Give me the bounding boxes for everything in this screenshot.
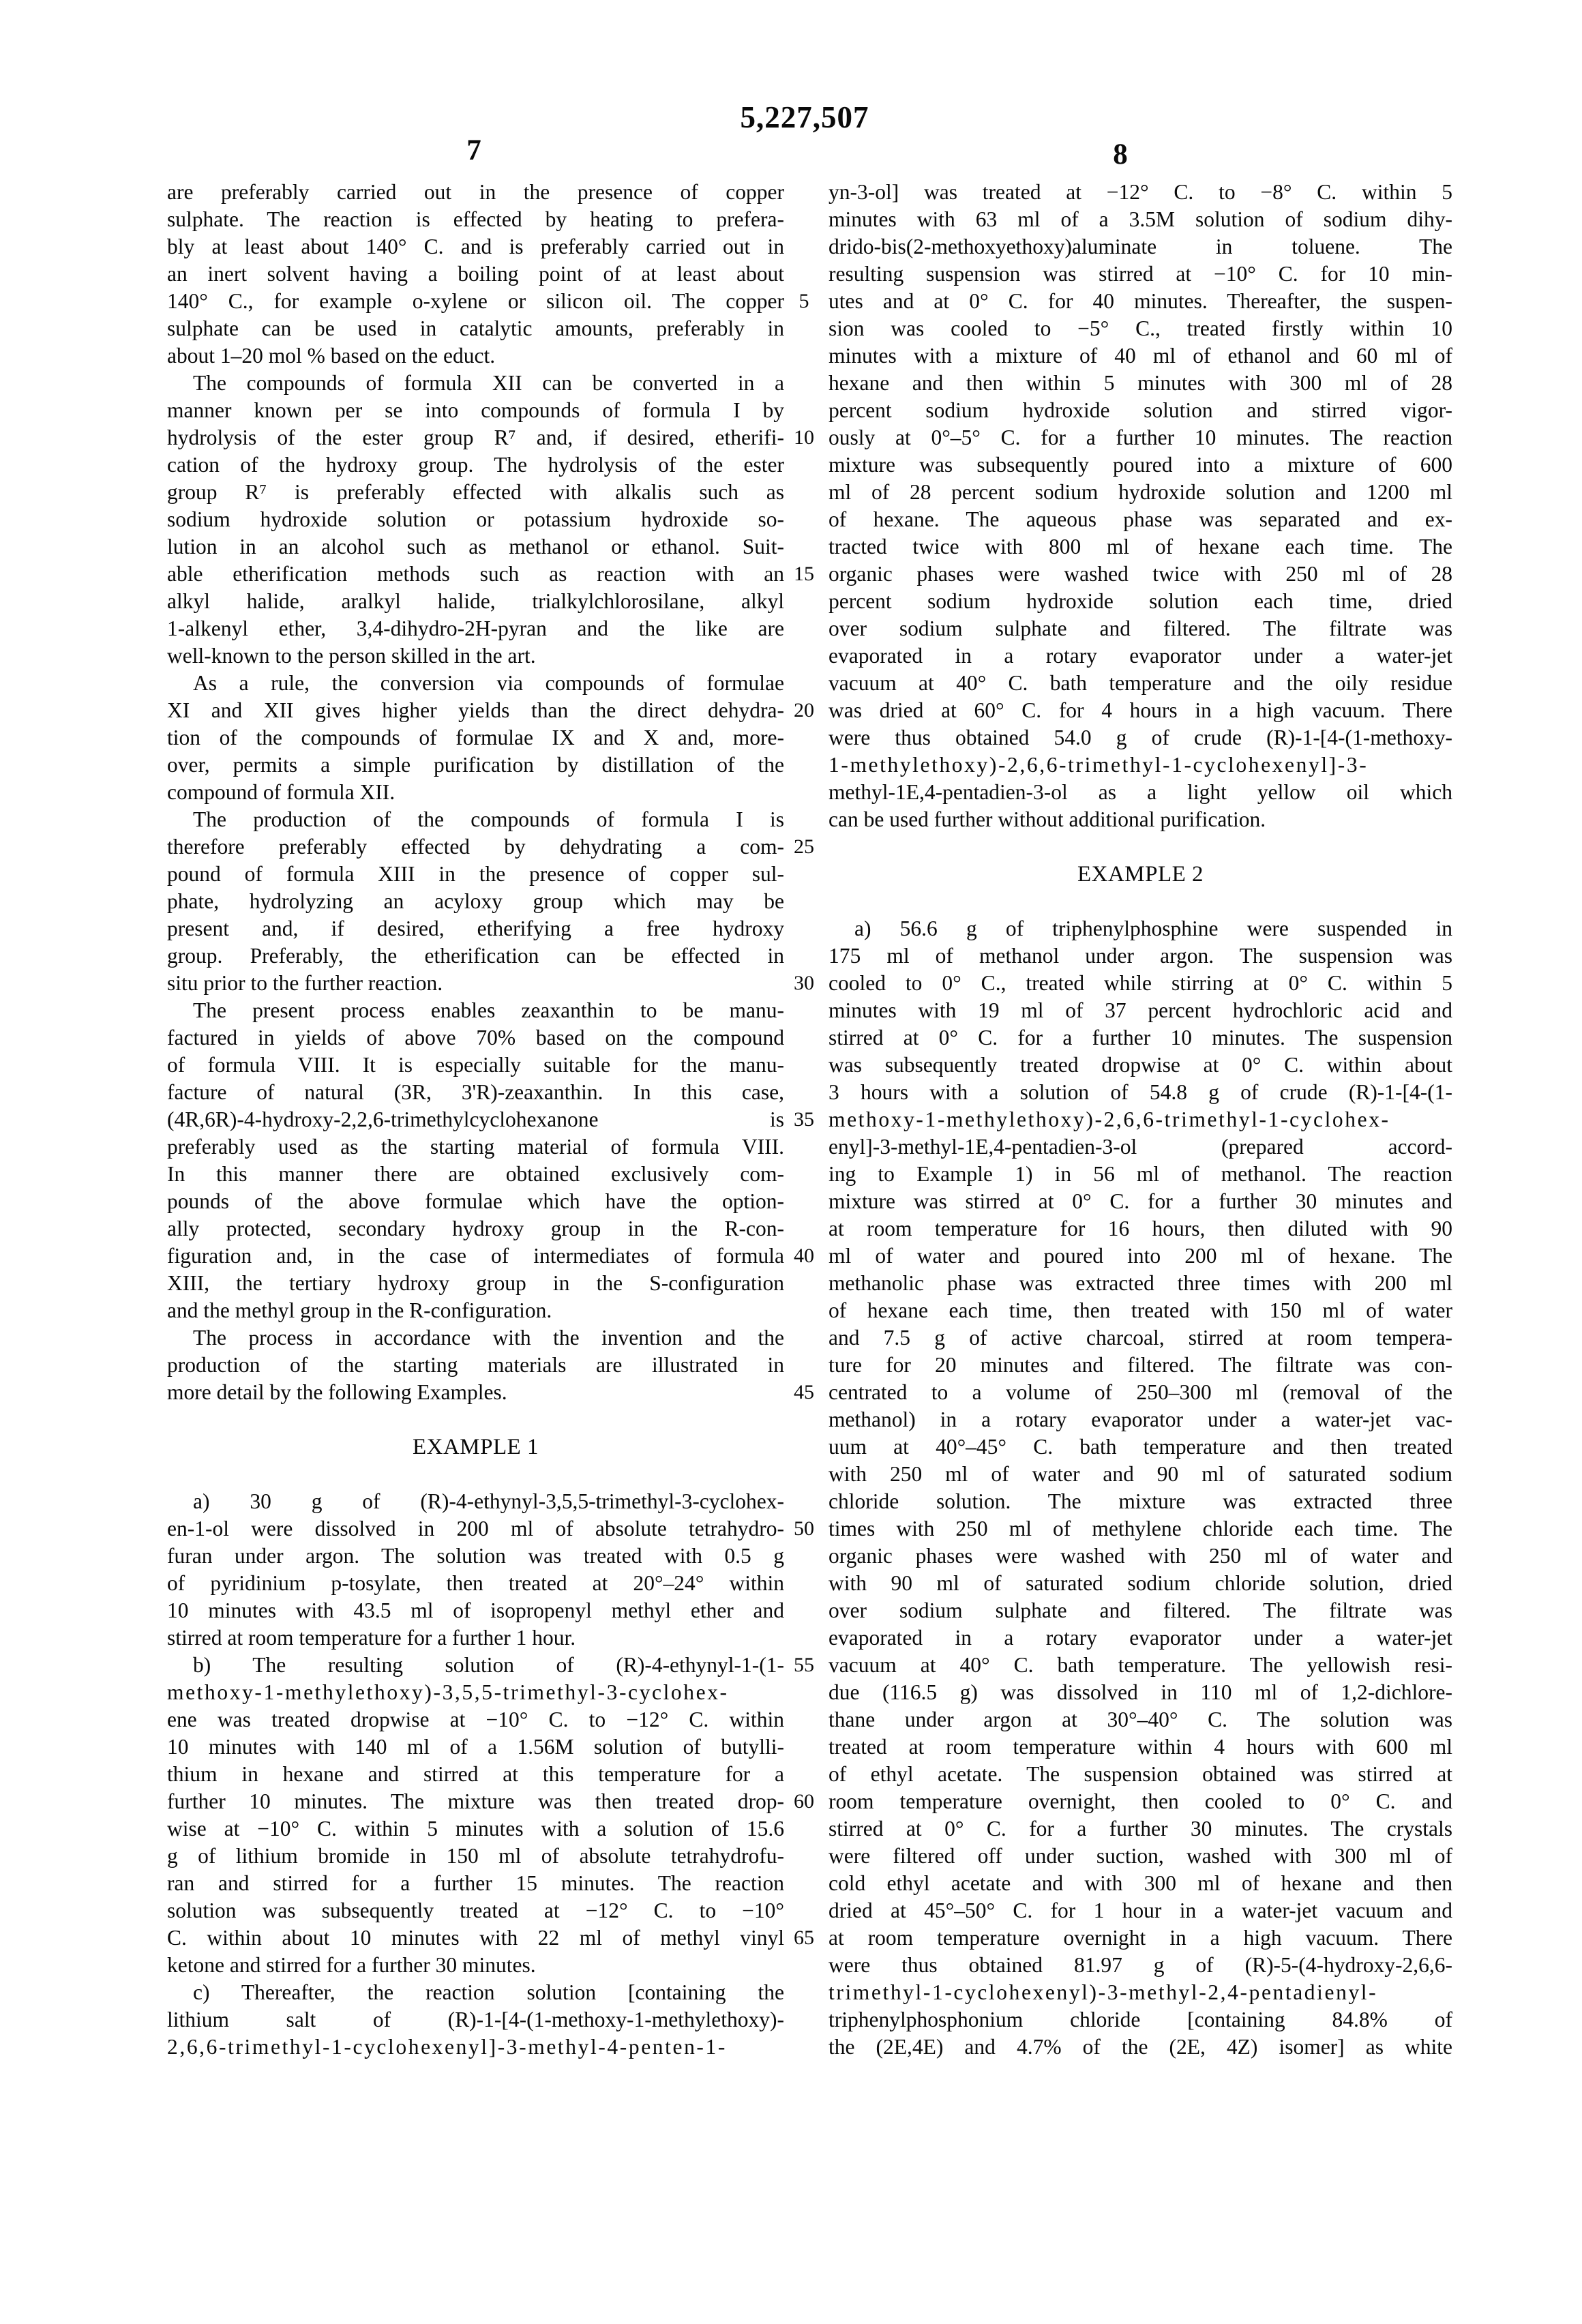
text-line: wise at −10° C. within 5 minutes with a solution of 15.6 <box>167 1817 784 1841</box>
gutter-line-number: 45 <box>794 1381 814 1403</box>
text-line: ketone and stirred for a further 30 minutes. <box>167 1953 536 1977</box>
text-line: 2,6,6-trimethyl-1-cyclohexenyl]-3-methyl-4-penten-1- <box>167 2035 727 2059</box>
text-line: 3 hours with a solution of 54.8 g of crude (R)-1-[4-(1- <box>829 1080 1452 1104</box>
text-line: of formula VIII. It is especially suitable for the manu- <box>167 1053 784 1077</box>
text-line: the (2E,4E) and 4.7% of the (2E, 4Z) isomer] as white <box>829 2035 1452 2059</box>
text-line: treated at room temperature within 4 hours with 600 ml <box>829 1735 1452 1759</box>
text-line: situ prior to the further reaction. <box>167 971 443 995</box>
gutter-line-number: 5 <box>799 290 809 312</box>
text-line: 140° C., for example o-xylene or silicon oil. The copper <box>167 289 784 313</box>
text-line: able etherification methods such as reaction with an <box>167 562 784 586</box>
text-line: facture of natural (3R, 3'R)-zeaxanthin. In this case, <box>167 1080 784 1104</box>
text-line: thium in hexane and stirred at this temperature for a <box>167 1762 784 1786</box>
patent-number: 5,227,507 <box>740 100 869 134</box>
text-line: further 10 minutes. The mixture was then treated drop- <box>167 1789 784 1813</box>
gutter-line-number: 15 <box>794 563 814 585</box>
text-line: organic phases were washed twice with 250 ml of 28 <box>829 562 1452 586</box>
text-line: ously at 0°–5° C. for a further 10 minutes. The reaction <box>829 426 1452 449</box>
text-line: stirred at room temperature for a further 1 hour. <box>167 1626 576 1650</box>
text-line: at room temperature overnight in a high vacuum. There <box>829 1926 1452 1950</box>
text-line: factured in yields of above 70% based on the compound <box>167 1026 784 1049</box>
text-line: 10 minutes with 140 ml of a 1.56M solution of butylli- <box>167 1735 784 1759</box>
text-line: enyl]-3-methyl-1E,4-pentadien-3-ol (prepared accord- <box>829 1135 1452 1159</box>
text-line: methanolic phase was extracted three times with 200 ml <box>829 1271 1452 1295</box>
text-line: vacuum at 40° C. bath temperature. The yellowish resi- <box>829 1653 1452 1677</box>
text-line: The process in accordance with the invention and the <box>193 1326 784 1350</box>
text-line: well-known to the person skilled in the art. <box>167 644 536 668</box>
text-line: cooled to 0° C., treated while stirring at 0° C. within 5 <box>829 971 1452 995</box>
text-line: were thus obtained 54.0 g of crude (R)-1-[4-(1-methoxy- <box>829 726 1452 749</box>
gutter-line-number: 30 <box>794 972 814 994</box>
text-line: trimethyl-1-cyclohexenyl)-3-methyl-2,4-pentadienyl- <box>829 1980 1378 2004</box>
text-line: therefore preferably effected by dehydrating a com- <box>167 835 784 859</box>
text-line: thane under argon at 30°–40° C. The solution was <box>829 1708 1452 1731</box>
text-line: at room temperature for 16 hours, then diluted with 90 <box>829 1217 1452 1240</box>
text-line: solution was subsequently treated at −12° C. to −10° <box>167 1898 784 1922</box>
text-line: minutes with 19 ml of 37 percent hydrochloric acid and <box>829 998 1452 1022</box>
text-line: was dried at 60° C. for 4 hours in a high vacuum. There <box>829 698 1452 722</box>
gutter-line-number: 60 <box>794 1790 814 1813</box>
text-line: methoxy-1-methylethoxy)-2,6,6-trimethyl-1-cyclohex- <box>829 1107 1390 1131</box>
gutter-line-number: 10 <box>794 426 814 449</box>
text-line: hexane and then within 5 minutes with 300 ml of 28 <box>829 371 1452 395</box>
text-line: cold ethyl acetate and with 300 ml of hexane and then <box>829 1871 1452 1895</box>
text-line: 1-alkenyl ether, 3,4-dihydro-2H-pyran and the like are <box>167 616 784 640</box>
page-column-number-left: 7 <box>466 134 481 166</box>
gutter-line-number: 25 <box>794 835 814 858</box>
text-line: lution in an alcohol such as methanol or ethanol. Suit- <box>167 535 784 558</box>
text-line: of hexane each time, then treated with 150 ml of water <box>829 1298 1452 1322</box>
text-line: of ethyl acetate. The suspension obtained was stirred at <box>829 1762 1452 1786</box>
text-line: group R⁷ is preferably effected with alkalis such as <box>167 480 784 504</box>
text-line: evaporated in a rotary evaporator under a water-jet <box>829 1626 1452 1650</box>
text-line: minutes with 63 ml of a 3.5M solution of sodium dihy- <box>829 207 1452 231</box>
text-line: about 1–20 mol % based on the educt. <box>167 344 496 368</box>
text-line: over, permits a simple purification by distillation of the <box>167 753 784 777</box>
text-line: a) 30 g of (R)-4-ethynyl-3,5,5-trimethyl-3-cyclohex- <box>193 1489 784 1513</box>
text-column-right <box>829 179 1452 2061</box>
text-line: stirred at 0° C. for a further 10 minutes. The suspension <box>829 1026 1452 1049</box>
page-column-number-right: 8 <box>1113 138 1128 170</box>
text-line: group. Preferably, the etherification can be effected in <box>167 944 784 968</box>
text-line: alkyl halide, aralkyl halide, trialkylchlorosilane, alkyl <box>167 589 784 613</box>
text-line: methyl-1E,4-pentadien-3-ol as a light yellow oil which <box>829 780 1452 804</box>
text-line: a) 56.6 g of triphenylphosphine were suspended in <box>854 917 1452 940</box>
text-line: sodium hydroxide solution or potassium hydroxide so- <box>167 507 784 531</box>
text-line: due (116.5 g) was dissolved in 110 ml of 1,2-dichlore- <box>829 1680 1452 1704</box>
text-line: methanol) in a rotary evaporator under a water-jet vac- <box>829 1407 1452 1431</box>
text-line: triphenylphosphonium chloride [containing 84.8% of <box>829 2008 1452 2031</box>
text-line: were thus obtained 81.97 g of (R)-5-(4-hydroxy-2,6,6- <box>829 1953 1452 1977</box>
text-line: pounds of the above formulae which have the option- <box>167 1189 784 1213</box>
text-line: 1-methylethoxy)-2,6,6-trimethyl-1-cyclohexenyl]-3- <box>829 753 1369 777</box>
text-line: As a rule, the conversion via compounds of formulae <box>193 671 784 695</box>
gutter-line-number: 50 <box>794 1517 814 1540</box>
text-line: In this manner there are obtained exclusively com- <box>167 1162 784 1186</box>
text-line: minutes with a mixture of 40 ml of ethanol and 60 ml of <box>829 344 1452 368</box>
text-line: furan under argon. The solution was treated with 0.5 g <box>167 1544 784 1568</box>
text-line: ing to Example 1) in 56 ml of methanol. The reaction <box>829 1162 1452 1186</box>
text-line: b) The resulting solution of (R)-4-ethynyl-1-(1- <box>193 1653 784 1677</box>
text-line: compound of formula XII. <box>167 780 395 804</box>
gutter-line-number: 65 <box>794 1926 814 1949</box>
gutter-line-number: 40 <box>794 1245 814 1267</box>
text-line: pound of formula XIII in the presence of copper sul- <box>167 862 784 886</box>
text-line: phate, hydrolyzing an acyloxy group which may be <box>167 889 784 913</box>
text-line: XIII, the tertiary hydroxy group in the S-configuration <box>167 1271 784 1295</box>
text-line: chloride solution. The mixture was extracted three <box>829 1489 1452 1513</box>
text-line: present and, if desired, etherifying a free hydroxy <box>167 917 784 940</box>
text-line: production of the starting materials are illustrated in <box>167 1353 784 1377</box>
text-line: times with 250 ml of methylene chloride each time. The <box>829 1517 1452 1540</box>
text-line: stirred at 0° C. for a further 30 minutes. The crystals <box>829 1817 1452 1841</box>
text-line: centrated to a volume of 250–300 ml (removal of the <box>829 1380 1452 1404</box>
text-line: and the methyl group in the R-configuration. <box>167 1298 552 1322</box>
text-line: dried at 45°–50° C. for 1 hour in a water-jet vacuum and <box>829 1898 1452 1922</box>
text-line: an inert solvent having a boiling point of at least about <box>167 262 784 286</box>
text-column-left <box>167 179 784 2061</box>
text-line: ml of 28 percent sodium hydroxide solution and 1200 ml <box>829 480 1452 504</box>
text-line: mixture was subsequently poured into a mixture of 600 <box>829 453 1452 477</box>
text-line: 175 ml of methanol under argon. The suspension was <box>829 944 1452 968</box>
section-heading: EXAMPLE 1 <box>412 1435 539 1459</box>
text-line: of hexane. The aqueous phase was separated and ex- <box>829 507 1452 531</box>
text-line: with 90 ml of saturated sodium chloride solution, dried <box>829 1571 1452 1595</box>
text-line: more detail by the following Examples. <box>167 1380 507 1404</box>
text-line: room temperature overnight, then cooled to 0° C. and <box>829 1789 1452 1813</box>
text-line: C. within about 10 minutes with 22 ml of methyl vinyl <box>167 1926 784 1950</box>
text-line: organic phases were washed with 250 ml of water and <box>829 1544 1452 1568</box>
text-line: sion was cooled to −5° C., treated firstly within 10 <box>829 316 1452 340</box>
text-line: vacuum at 40° C. bath temperature and the oily residue <box>829 671 1452 695</box>
text-line: ran and stirred for a further 15 minutes. The reaction <box>167 1871 784 1895</box>
text-line: figuration and, in the case of intermediates of formula <box>167 1244 784 1268</box>
text-line: ture for 20 minutes and filtered. The filtrate was con- <box>829 1353 1452 1377</box>
text-line: was subsequently treated dropwise at 0° C. within about <box>829 1053 1452 1077</box>
text-line: The present process enables zeaxanthin to be manu- <box>193 998 784 1022</box>
text-line: ally protected, secondary hydroxy group in the R-con- <box>167 1217 784 1240</box>
text-line: (4R,6R)-4-hydroxy-2,2,6-trimethylcyclohexanone is <box>167 1107 784 1131</box>
text-line: sulphate can be used in catalytic amounts, preferably in <box>167 316 784 340</box>
text-line: hydrolysis of the ester group R⁷ and, if desired, etherifi- <box>167 426 784 449</box>
text-line: en-1-ol were dissolved in 200 ml of absolute tetrahydro- <box>167 1517 784 1540</box>
text-line: tion of the compounds of formulae IX and X and, more- <box>167 726 784 749</box>
gutter-line-number: 20 <box>794 699 814 721</box>
text-line: percent sodium hydroxide solution each time, dried <box>829 589 1452 613</box>
text-line: percent sodium hydroxide solution and stirred vigor- <box>829 398 1452 422</box>
text-line: evaporated in a rotary evaporator under a water-jet <box>829 644 1452 668</box>
gutter-line-number: 55 <box>794 1654 814 1676</box>
text-line: bly at least about 140° C. and is preferably carried out in <box>167 235 784 258</box>
text-line: XI and XII gives higher yields than the direct dehydra- <box>167 698 784 722</box>
text-line: The production of the compounds of formula I is <box>193 807 784 831</box>
text-line: resulting suspension was stirred at −10° C. for 10 min- <box>829 262 1452 286</box>
text-line: are preferably carried out in the presence of copper <box>167 180 784 204</box>
text-line: mixture was stirred at 0° C. for a further 30 minutes and <box>829 1189 1452 1213</box>
section-heading: EXAMPLE 2 <box>1077 862 1204 887</box>
gutter-line-number: 35 <box>794 1108 814 1131</box>
text-line: ml of water and poured into 200 ml of hexane. The <box>829 1244 1452 1268</box>
text-line: sulphate. The reaction is effected by heating to prefera- <box>167 207 784 231</box>
text-line: preferably used as the starting material of formula VIII. <box>167 1135 784 1159</box>
text-line: ene was treated dropwise at −10° C. to −12° C. within <box>167 1708 784 1731</box>
text-line: and 7.5 g of active charcoal, stirred at room tempera- <box>829 1326 1452 1350</box>
text-line: tracted twice with 800 ml of hexane each time. The <box>829 535 1452 558</box>
text-line: 10 minutes with 43.5 ml of isopropenyl methyl ether and <box>167 1598 784 1622</box>
text-line: manner known per se into compounds of formula I by <box>167 398 784 422</box>
text-line: g of lithium bromide in 150 ml of absolute tetrahydrofu- <box>167 1844 784 1868</box>
text-line: were filtered off under suction, washed with 300 ml of <box>829 1844 1452 1868</box>
text-line: yn-3-ol] was treated at −12° C. to −8° C. within 5 <box>829 180 1452 204</box>
text-line: over sodium sulphate and filtered. The filtrate was <box>829 616 1452 640</box>
text-line: cation of the hydroxy group. The hydrolysis of the ester <box>167 453 784 477</box>
text-line: drido-bis(2-methoxyethoxy)aluminate in toluene. The <box>829 235 1452 258</box>
text-line: utes and at 0° C. for 40 minutes. Thereafter, the suspen- <box>829 289 1452 313</box>
text-line: lithium salt of (R)-1-[4-(1-methoxy-1-methylethoxy)- <box>167 2008 784 2031</box>
text-line: methoxy-1-methylethoxy)-3,5,5-trimethyl-3-cyclohex- <box>167 1680 729 1704</box>
text-line: The compounds of formula XII can be converted in a <box>193 371 784 395</box>
text-line: of pyridinium p-tosylate, then treated at 20°–24° within <box>167 1571 784 1595</box>
text-line: with 250 ml of water and 90 ml of saturated sodium <box>829 1462 1452 1486</box>
text-line: over sodium sulphate and filtered. The filtrate was <box>829 1598 1452 1622</box>
text-line: can be used further without additional purification. <box>829 807 1266 831</box>
text-line: c) Thereafter, the reaction solution [containing the <box>193 1980 784 2004</box>
text-line: uum at 40°–45° C. bath temperature and then treated <box>829 1435 1452 1459</box>
